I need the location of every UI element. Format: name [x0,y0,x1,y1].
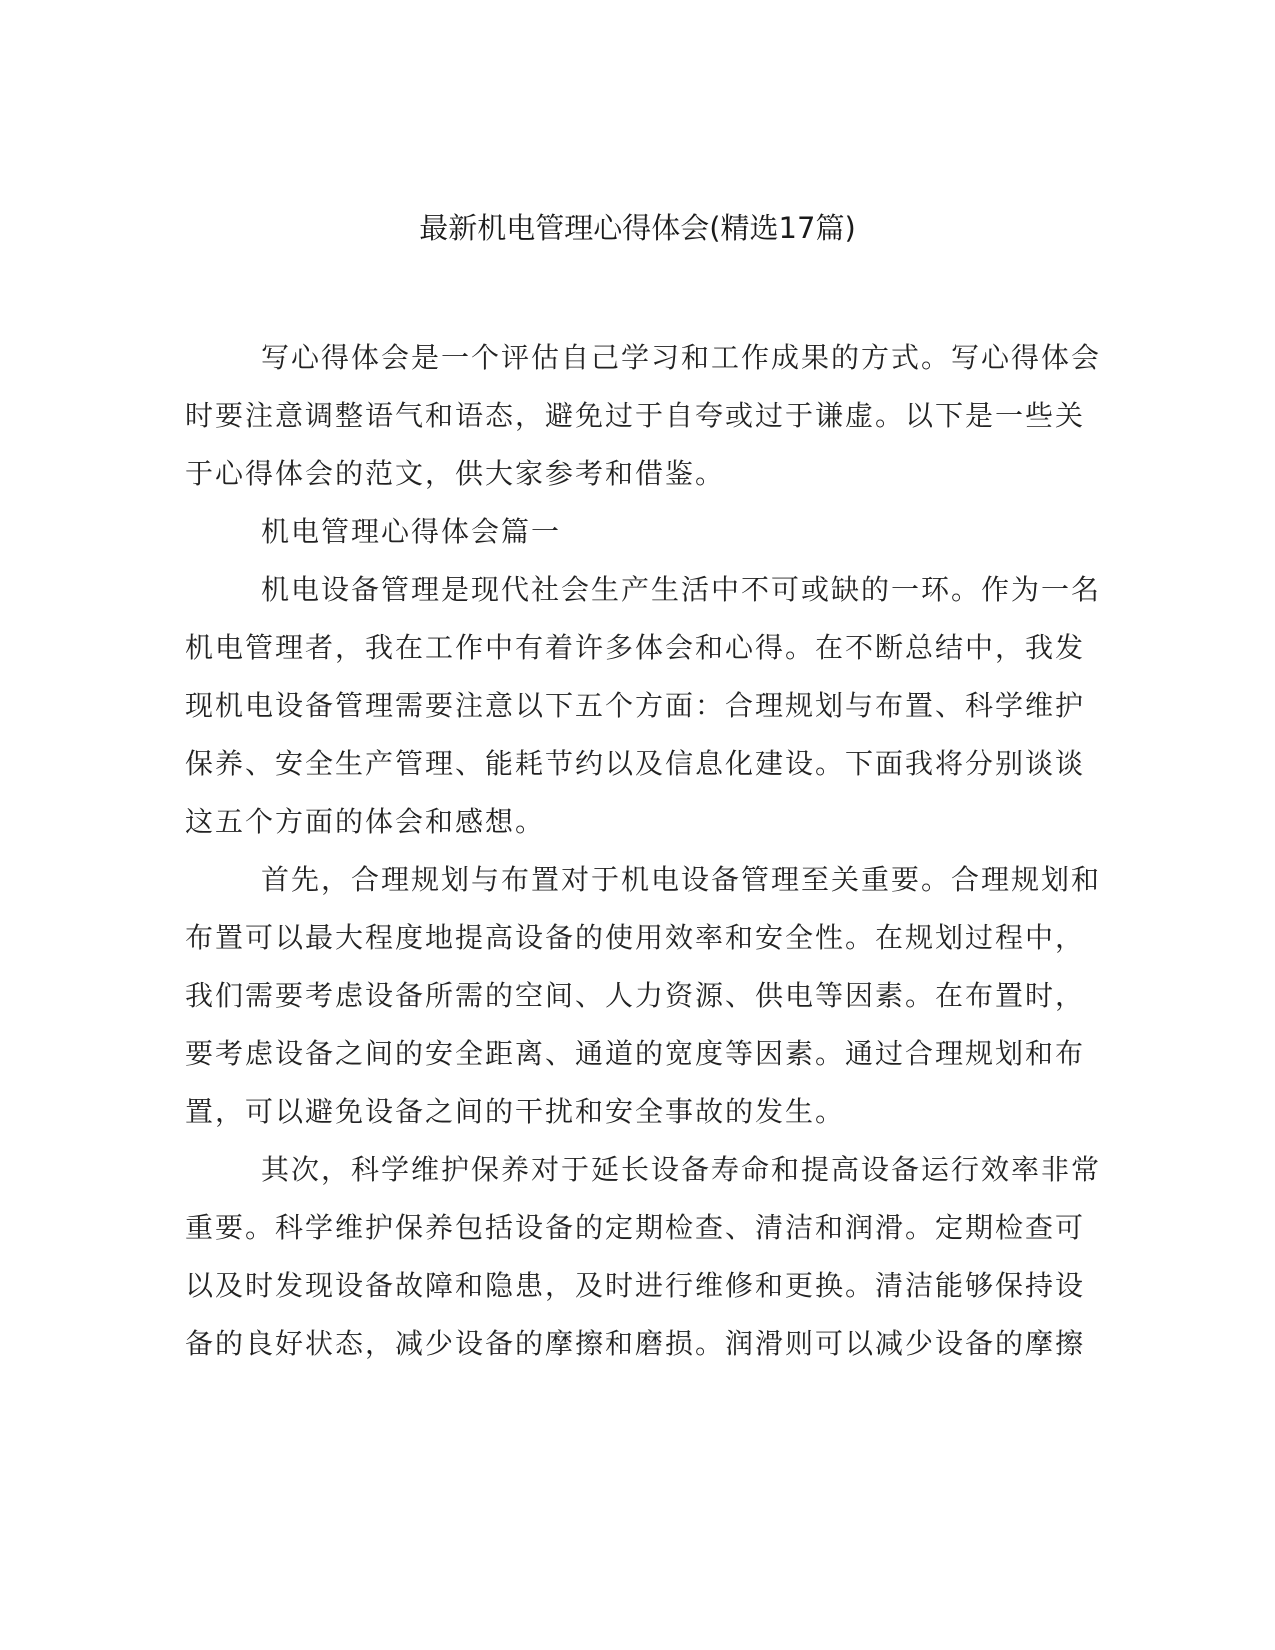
paragraph-first-point [185,851,1102,1141]
paragraph-line: 写心得体会是一个评估自己学习和工作成果的方式。写心得体会 [261,341,1102,374]
paragraph-line: 以及时发现设备故障和隐患，及时进行维修和更换。清洁能够保持设 [185,1269,1086,1302]
paragraph-overview [185,561,1102,851]
paragraph-line: 机电管理者，我在工作中有着许多体会和心得。在不断总结中，我发 [185,631,1086,664]
document-title: 最新机电管理心得体会(精选17篇) [419,211,856,245]
paragraph-line: 机电设备管理是现代社会生产生活中不可或缺的一环。作为一名 [261,573,1102,606]
paragraph-second-point [185,1141,1102,1373]
paragraph-line: 重要。科学维护保养包括设备的定期检查、清洁和润滑。定期检查可 [185,1211,1086,1244]
section-heading-text: 机电管理心得体会篇一 [261,515,562,548]
paragraph-line: 我们需要考虑设备所需的空间、人力资源、供电等因素。在布置时， [185,979,1086,1012]
paragraph-line: 现机电设备管理需要注意以下五个方面：合理规划与布置、科学维护 [185,689,1086,722]
paragraph-line: 于心得体会的范文，供大家参考和借鉴。 [185,457,726,490]
paragraph-intro [185,329,1102,503]
paragraph-line: 其次，科学维护保养对于延长设备寿命和提高设备运行效率非常 [261,1153,1102,1186]
paragraph-line: 要考虑设备之间的安全距离、通道的宽度等因素。通过合理规划和布 [185,1037,1086,1070]
paragraph-line: 置，可以避免设备之间的干扰和安全事故的发生。 [185,1095,846,1128]
paragraph-line: 时要注意调整语气和语态，避免过于自夸或过于谦虚。以下是一些关 [185,399,1086,432]
paragraph-line: 这五个方面的体会和感想。 [185,805,546,838]
paragraph-line: 保养、安全生产管理、能耗节约以及信息化建设。下面我将分别谈谈 [185,747,1086,780]
document-body [185,329,1102,1373]
paragraph-line: 首先，合理规划与布置对于机电设备管理至关重要。合理规划和 [261,863,1102,896]
paragraph-line: 备的良好状态，减少设备的摩擦和磨损。润滑则可以减少设备的摩擦 [185,1327,1086,1360]
paragraph-line: 布置可以最大程度地提高设备的使用效率和安全性。在规划过程中， [185,921,1086,954]
section-heading [185,503,1065,561]
